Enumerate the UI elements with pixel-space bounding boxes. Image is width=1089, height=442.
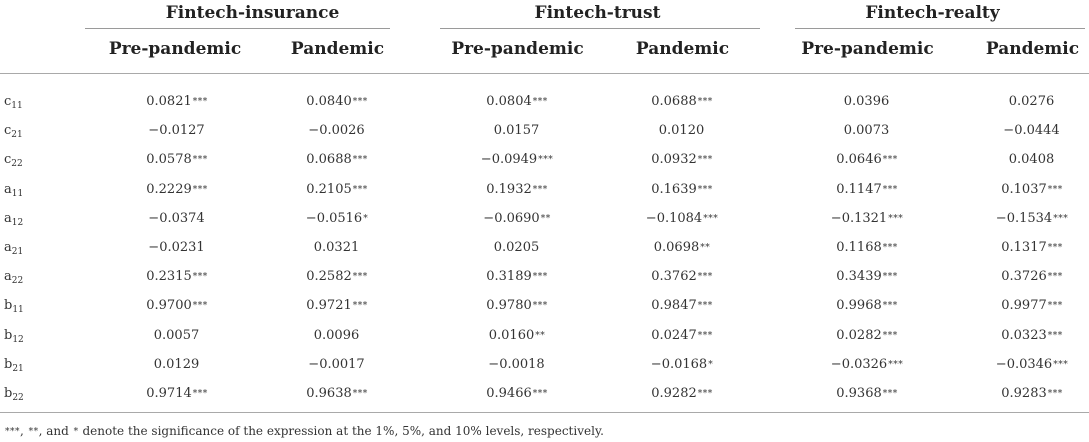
significance-stars: ***: [192, 184, 208, 195]
footnote-symbol-1: ***: [5, 427, 20, 437]
significance-stars: ***: [882, 389, 898, 399]
table-row: [0, 350, 1089, 379]
table-cell: −0.1534***: [995, 210, 1069, 226]
table-cell: 0.9466***: [486, 386, 548, 401]
significance-stars: ***: [192, 389, 208, 399]
table-cell: 0.0688***: [306, 152, 368, 168]
table-cell: 0.0821***: [146, 94, 208, 109]
table-cell: 0.9638***: [306, 386, 368, 401]
table-cell: 0.9977***: [1001, 298, 1063, 314]
table-cell: 0.1147***: [836, 181, 898, 197]
significance-stars: *: [708, 359, 714, 370]
table-cell: 0.0282***: [836, 327, 898, 343]
significance-stars: ***: [352, 389, 368, 399]
table-cell: 0.0057: [153, 327, 200, 343]
significance-stars: ***: [1053, 359, 1069, 370]
table-cell: 0.0323***: [1001, 327, 1063, 343]
table-cell: 0.2105***: [306, 181, 368, 197]
significance-stars: *: [363, 213, 369, 224]
table-cell: −0.0346***: [995, 356, 1069, 372]
table-cell: −0.0374: [148, 210, 205, 226]
table-cell: 0.3439***: [836, 269, 898, 285]
footnote: ***, **, and * denote the significance of the expression at the 1%, 5%, and 10% levels, respectively.: [5, 424, 604, 438]
significance-stars: ***: [1047, 301, 1063, 312]
table-cell: 0.1932***: [486, 181, 548, 197]
significance-stars: ***: [352, 272, 368, 283]
significance-stars: ***: [882, 272, 898, 283]
group-rule-insurance: [85, 28, 390, 29]
table-cell: −0.0516*: [305, 210, 369, 226]
table-cell: 0.0157: [493, 123, 540, 139]
row-label: $b_{21}$: [4, 356, 24, 374]
row-label: $b_{11}$: [4, 298, 24, 316]
table-cell: 0.0804***: [486, 94, 548, 109]
significance-stars: ***: [532, 184, 548, 195]
table-cell: 0.1639***: [651, 181, 713, 197]
table-cell: 0.3189***: [486, 269, 548, 285]
table-cell: −0.0231: [148, 240, 205, 255]
table-cell: 0.0120: [658, 123, 705, 139]
significance-stars: ***: [1047, 272, 1063, 283]
significance-stars: ***: [697, 97, 713, 107]
table-cell: 0.0276: [1008, 94, 1055, 109]
significance-stars: ***: [538, 155, 554, 166]
significance-stars: ***: [1047, 243, 1063, 253]
group-header-fintech-trust: Fintech-trust: [534, 3, 661, 23]
table-row: [0, 116, 1089, 145]
table-cell: 0.9283***: [1001, 386, 1063, 401]
table-cell: 0.9714***: [146, 386, 208, 401]
significance-stars: ***: [352, 155, 368, 166]
significance-stars: ***: [192, 97, 208, 107]
row-label: $a_{21}$: [4, 240, 24, 257]
table-cell: 0.1317***: [1001, 240, 1063, 255]
subheader-realty-pandemic: Pandemic: [985, 39, 1080, 59]
significance-stars: ***: [352, 184, 368, 195]
significance-stars: ***: [697, 389, 713, 399]
table-cell: 0.0073: [843, 123, 890, 139]
table-cell: 0.0321: [313, 240, 360, 255]
row-label: $c_{11}$: [4, 94, 23, 111]
table-row: [0, 233, 1089, 262]
subheader-trust-pre: Pre-pandemic: [451, 39, 584, 59]
table-row: [0, 379, 1089, 408]
significance-stars: ***: [1047, 389, 1063, 399]
table-cell: 0.0840***: [306, 94, 368, 109]
table-cell: −0.0444: [1003, 123, 1060, 139]
row-label: $c_{21}$: [4, 123, 23, 141]
subheader-insurance-pandemic: Pandemic: [290, 39, 385, 59]
table-row: [0, 175, 1089, 204]
table-cell: 0.0160**: [488, 327, 546, 343]
significance-stars: ***: [697, 184, 713, 195]
table-cell: 0.0096: [313, 327, 360, 343]
group-rule-trust: [440, 28, 760, 29]
table-cell: −0.1321***: [830, 210, 904, 226]
table-row: [0, 204, 1089, 233]
table-cell: 0.9721***: [306, 298, 368, 314]
table-bottom-rule: [0, 412, 1089, 413]
row-label: $b_{22}$: [4, 386, 24, 403]
table-cell: −0.0026: [308, 123, 365, 139]
table-cell: 0.0688***: [651, 94, 713, 109]
footnote-symbol-2: **: [28, 427, 39, 437]
table-row: [0, 321, 1089, 350]
significance-stars: **: [535, 330, 546, 341]
table-cell: 0.0646***: [836, 152, 898, 168]
significance-stars: ***: [1047, 330, 1063, 341]
table-cell: 0.9780***: [486, 298, 548, 314]
table-cell: 0.1168***: [836, 240, 898, 255]
significance-stars: ***: [1047, 184, 1063, 195]
table-cell: 0.9968***: [836, 298, 898, 314]
significance-stars: ***: [192, 272, 208, 283]
significance-stars: ***: [703, 213, 719, 224]
significance-stars: ***: [697, 301, 713, 312]
table-row: [0, 145, 1089, 174]
significance-stars: ***: [532, 301, 548, 312]
significance-stars: ***: [882, 184, 898, 195]
table-cell: −0.0168*: [650, 356, 714, 372]
table-cell: 0.9282***: [651, 386, 713, 401]
row-label: $c_{22}$: [4, 152, 23, 170]
row-label: $a_{22}$: [4, 269, 24, 287]
table-row: [0, 87, 1089, 116]
table-cell: 0.0932***: [651, 152, 713, 168]
table-cell: 0.0698**: [653, 240, 711, 255]
significance-stars: **: [540, 213, 551, 224]
significance-stars: **: [700, 243, 711, 253]
significance-stars: ***: [192, 155, 208, 166]
table-cell: 0.2582***: [306, 269, 368, 285]
table-cell: −0.0018: [488, 356, 545, 372]
table-cell: 0.0205: [493, 240, 540, 255]
significance-stars: ***: [532, 272, 548, 283]
significance-stars: ***: [697, 155, 713, 166]
table-cell: −0.0127: [148, 123, 205, 139]
significance-stars: ***: [532, 97, 548, 107]
significance-stars: ***: [697, 330, 713, 341]
table-cell: 0.2315***: [146, 269, 208, 285]
group-header-fintech-insurance: Fintech-insurance: [165, 3, 340, 23]
significance-stars: ***: [352, 97, 368, 107]
group-rule-realty: [795, 28, 1085, 29]
table-cell: 0.0408: [1008, 152, 1055, 168]
significance-stars: ***: [882, 301, 898, 312]
significance-stars: ***: [192, 301, 208, 312]
footnote-text: denote the significance of the expression at the 1%, 5%, and 10% levels, respectively.: [78, 424, 604, 438]
table-row: [0, 291, 1089, 320]
table-cell: 0.0396: [843, 94, 890, 109]
significance-stars: ***: [882, 243, 898, 253]
table-row: [0, 262, 1089, 291]
subheader-insurance-pre: Pre-pandemic: [108, 39, 242, 59]
significance-stars: ***: [1053, 213, 1069, 224]
table-cell: 0.3726***: [1001, 269, 1063, 285]
row-label: $b_{12}$: [4, 327, 24, 345]
header-bottom-rule: [0, 73, 1089, 74]
significance-stars: ***: [882, 155, 898, 166]
row-label: $a_{12}$: [4, 210, 24, 228]
subheader-trust-pandemic: Pandemic: [635, 39, 730, 59]
table-cell: 0.0578***: [146, 152, 208, 168]
footnote-symbol-3: *: [73, 427, 79, 437]
row-label: $a_{11}$: [4, 181, 24, 199]
table-cell: −0.1084***: [645, 210, 719, 226]
significance-stars: ***: [882, 330, 898, 341]
table-cell: 0.3762***: [651, 269, 713, 285]
table-cell: 0.1037***: [1001, 181, 1063, 197]
table-cell: −0.0949***: [480, 152, 554, 168]
table-cell: −0.0017: [308, 356, 365, 372]
subheader-realty-pre: Pre-pandemic: [801, 39, 934, 59]
table-cell: 0.9368***: [836, 386, 898, 401]
significance-stars: ***: [888, 359, 904, 370]
table-cell: 0.9847***: [651, 298, 713, 314]
table-cell: 0.2229***: [146, 181, 208, 197]
significance-stars: ***: [532, 389, 548, 399]
table-cell: 0.9700***: [146, 298, 208, 314]
table-cell: 0.0247***: [651, 327, 713, 343]
group-header-fintech-realty: Fintech-realty: [865, 3, 1000, 23]
significance-stars: ***: [697, 272, 713, 283]
table-cell: 0.0129: [153, 356, 200, 372]
significance-stars: ***: [352, 301, 368, 312]
table-cell: −0.0326***: [830, 356, 904, 372]
significance-stars: ***: [888, 213, 904, 224]
table-cell: −0.0690**: [483, 210, 551, 226]
